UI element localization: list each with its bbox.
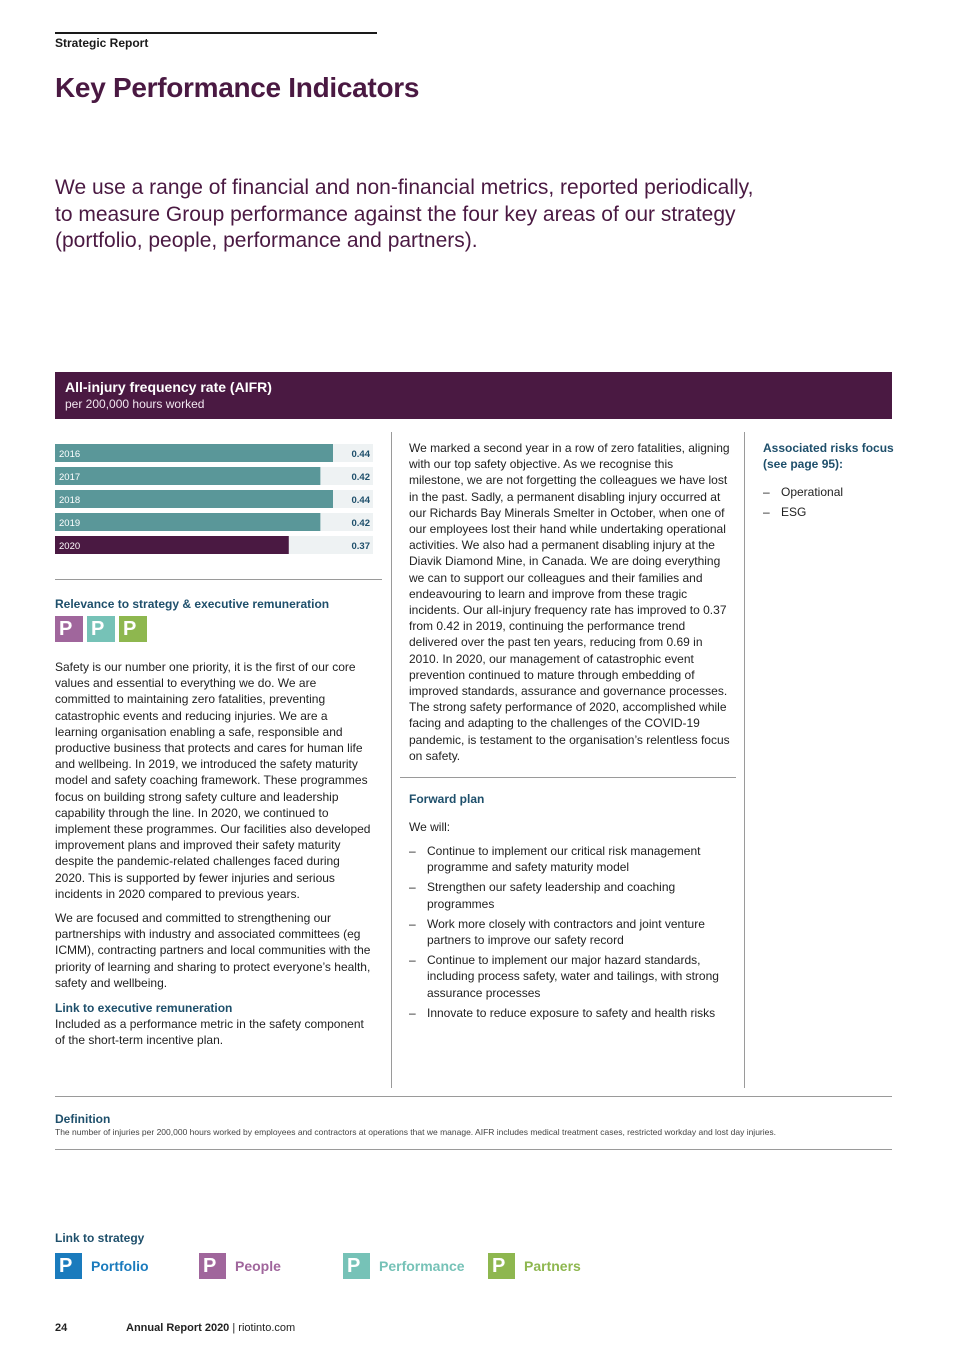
kpi-header [55, 372, 892, 419]
bar-2017 [55, 467, 320, 485]
forward-plan-heading: Forward plan [409, 792, 485, 806]
bar-2019 [55, 513, 320, 531]
link-exec-remuneration-text: Included as a performance metric in the safety component of the short-term incentive plan. [55, 1017, 364, 1048]
bar-category-label: 2019 [59, 518, 81, 529]
definition-text: The number of injuries per 200,000 hours worked by employees and contractors at operations that we manage. AIFR includes medical treatment cases, restricted workday and lost day injuries. [55, 1127, 776, 1137]
forward-plan-item: – Continue to implement our major hazard standards, including process safety, water and tailings, with strong assurance processes [409, 952, 731, 1001]
partners-badge: P [119, 616, 147, 642]
legend-performance [343, 1253, 465, 1279]
bar-category-label: 2020 [59, 541, 81, 552]
legend-portfolio [55, 1253, 149, 1279]
people-badge: P [199, 1253, 226, 1279]
aifr-bar-chart [55, 444, 373, 556]
divider [55, 1096, 892, 1097]
link-exec-remuneration-heading: Link to executive remuneration [55, 1001, 233, 1015]
column-divider [391, 432, 392, 1088]
site-link[interactable]: riotinto.com [238, 1322, 296, 1334]
footer-report [126, 1322, 295, 1334]
forward-plan-list [409, 843, 731, 1025]
portfolio-label: Portfolio [91, 1258, 149, 1274]
bar-category-label: 2017 [59, 472, 81, 483]
column-divider [744, 432, 745, 1088]
divider [55, 1149, 892, 1150]
bar-value-label: 0.37 [351, 541, 370, 552]
forward-plan-item: – Continue to implement our critical risk management programme and safety maturity model [409, 843, 731, 875]
bar-2016 [55, 444, 333, 462]
report-name: Annual Report 2020 [126, 1322, 230, 1334]
performance-badge: P [87, 616, 115, 642]
link-to-strategy-heading: Link to strategy [55, 1231, 145, 1245]
page-title: Key Performance Indicators [55, 72, 420, 103]
bar-category-label: 2016 [59, 449, 81, 460]
performance-badge: P [343, 1253, 370, 1279]
bar-value-label: 0.42 [351, 472, 370, 483]
forward-plan-item: – Innovate to reduce exposure to safety and health risks [409, 1005, 731, 1021]
bar-value-label: 0.44 [351, 449, 370, 460]
performance-paragraph: We marked a second year in a row of zero fatalities, aligning with our top safety objective. As we recognise this milestone, we are not forgetting the colleagues we have lost in the past. Sadly, a permanent disabling injury occurred at our Richards Bay Minerals Smelter in October, when one of our employees lost their hand while undertaking operational activities. We also had a permanent disabling injury at the Diavik Diamond Mine, in Canada. We are doing everything we can to support our colleagues and their families and endeavouring to learn and improve from these tragic incidents. Our all-injury frequency rate has improved to 0.37 from 0.42 in 2019, continuing the performance trend delivered over the past ten years, reducing from 0.69 in 2010. In 2020, our management of catastrophic event prevention continued to mature through embedding of improved standards, assurance and governance processes. The strong safety performance of 2020, accomplished while facing and adapting to the challenges of the COVID-19 pandemic, is testament to the organisation’s relentless focus on safety. [409, 441, 730, 763]
people-label: People [235, 1258, 281, 1274]
forward-plan-intro: We will: [409, 820, 451, 834]
section-label: Strategic Report [55, 36, 149, 50]
bar-2020 [55, 536, 289, 554]
bar-2018 [55, 490, 333, 508]
risks-heading: Associated risks focus (see page 95): [763, 441, 894, 471]
relevance-paragraph-2: We are focused and committed to strengthening our partnerships with industry and associated committees (eg ICMM), contracting partners and local communities with the priority of learning and sharing to protect everyone’s health, safety and wellbeing. [55, 911, 371, 990]
definition-heading: Definition [55, 1112, 111, 1126]
risks-list [763, 484, 893, 524]
section-rule [55, 32, 377, 34]
intro-statement: We use a range of financial and non-financial metrics, reported periodically, to measure Group performance against the four key areas of our strategy (portfolio, people, performance and partners). [55, 176, 754, 252]
divider [400, 777, 736, 778]
portfolio-people-badge: P [55, 616, 83, 642]
portfolio-badge: P [55, 1253, 82, 1279]
performance-label: Performance [379, 1258, 465, 1274]
legend-people [199, 1253, 281, 1279]
divider [55, 579, 382, 580]
forward-plan-item: – Strengthen our safety leadership and coaching programmes [409, 879, 731, 911]
kpi-subtitle: per 200,000 hours worked [65, 397, 205, 411]
bar-category-label: 2018 [59, 495, 81, 506]
partners-label: Partners [524, 1258, 581, 1274]
strategy-badges [55, 616, 147, 642]
page-footer [55, 1322, 296, 1334]
bar-value-label: 0.42 [351, 518, 370, 529]
partners-badge: P [488, 1253, 515, 1279]
bar-value-label: 0.44 [351, 495, 370, 506]
page-number: 24 [55, 1322, 68, 1334]
risk-item: – Operational [763, 484, 893, 500]
relevance-heading: Relevance to strategy & executive remuneration [55, 597, 330, 611]
legend-partners [488, 1253, 581, 1279]
relevance-paragraph-1: Safety is our number one priority, it is the first of our core values and essential to everything we do. We are committed to maintaining zero fatalities, preventing catastrophic events and reducing injuries. We are a learning organisation enabling a safe, responsible and productive business that protects and cares for human life and wellbeing. In 2019, we introduced the safety maturity model and safety coaching framework. These programmes focus on building strong safety culture and leadership capability through the line. In 2020, we continued to implement these programmes. Our facilities also developed improvement plans and improved their safety maturity despite the pandemic-related challenges faced during 2020. This is supported by fewer injuries and serious incidents in 2020 compared to previous years. [55, 660, 371, 901]
kpi-title: All-injury frequency rate (AIFR) [65, 379, 272, 395]
footer-separator: | [232, 1322, 236, 1334]
forward-plan-item: – Work more closely with contractors and joint venture partners to improve our safety record [409, 916, 731, 948]
risk-item: – ESG [763, 504, 893, 520]
